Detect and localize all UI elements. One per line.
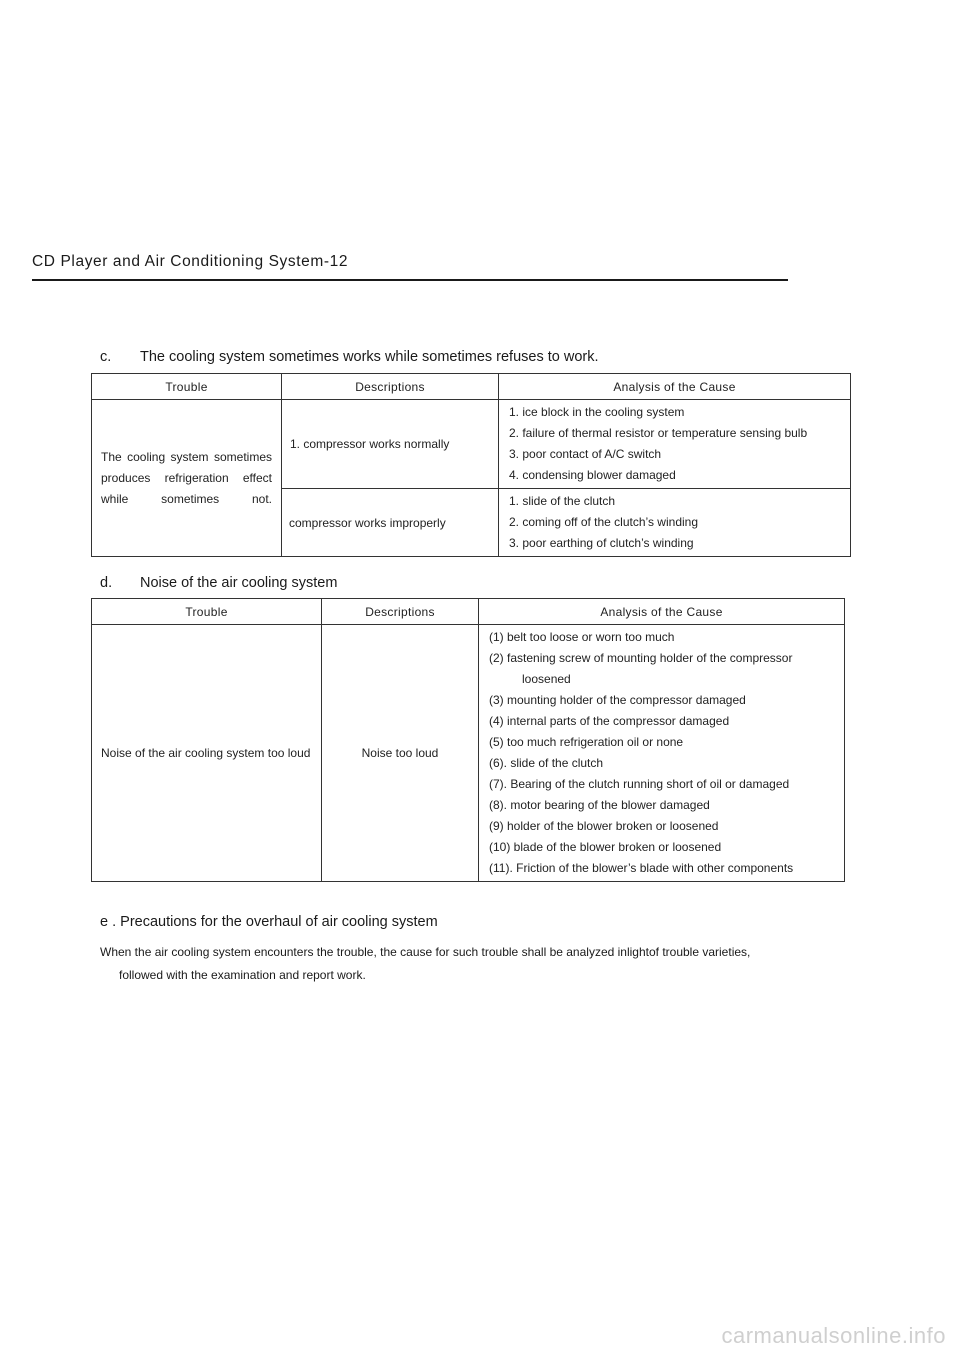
analysis-item: (7). Bearing of the clutch running short of oil or damaged [489,777,790,791]
section-c-marker: c. [100,349,112,365]
description-cell: compressor works improperly [282,489,499,557]
column-header-descriptions: Descriptions [282,374,499,400]
section-d-title [100,575,337,591]
section-e-title: e . Precautions for the overhaul of air cooling system [100,914,438,930]
table-header-row [92,599,845,625]
column-header-analysis: Analysis of the Cause [479,599,845,625]
column-header-trouble: Trouble [92,374,282,400]
analysis-item: (11). Friction of the blower’s blade with other components [489,861,794,875]
trouble-cell: The cooling system sometimes produces refrigeration effect while sometimes not. [92,400,282,557]
section-c-title-text: The cooling system sometimes works while sometimes refuses to work. [140,349,599,365]
analysis-item: 3. poor earthing of clutch’s winding [509,536,694,550]
analysis-item: (10) blade of the blower broken or loosened [489,840,722,854]
paragraph-line: When the air cooling system encounters the trouble, the cause for such trouble shall be analyzed inlightof trouble varieties, [100,945,751,959]
analysis-cell [499,400,851,489]
table-row [92,625,845,882]
analysis-item: 2. coming off of the clutch’s winding [509,515,698,529]
analysis-item: (9) holder of the blower broken or loosened [489,819,719,833]
column-header-descriptions: Descriptions [322,599,479,625]
analysis-item: 2. failure of thermal resistor or temperature sensing bulb [509,426,808,440]
analysis-cell [499,489,851,557]
noise-table [91,598,845,882]
column-header-trouble: Trouble [92,599,322,625]
analysis-item: loosened [522,672,571,686]
analysis-item: (6). slide of the clutch [489,756,604,770]
analysis-item: 3. poor contact of A/C switch [509,447,662,461]
section-d-title-text: Noise of the air cooling system [140,575,338,591]
analysis-item: 1. slide of the clutch [509,494,616,508]
analysis-item: (8). motor bearing of the blower damaged [489,798,710,812]
analysis-item: 1. ice block in the cooling system [509,405,685,419]
analysis-cell [479,625,845,882]
section-e-paragraph [100,941,860,987]
description-cell: Noise too loud [322,625,479,882]
analysis-item: (3) mounting holder of the compressor damaged [489,693,746,707]
paragraph-line: followed with the examination and report work. [119,968,366,982]
description-cell: 1. compressor works normally [282,400,499,489]
watermark: carmanualsonline.info [721,1323,946,1348]
analysis-item: (5) too much refrigeration oil or none [489,735,684,749]
section-d-marker: d. [100,575,113,591]
section-c-title [100,349,599,365]
analysis-item: (4) internal parts of the compressor damaged [489,714,730,728]
page-header-title: CD Player and Air Conditioning System-12 [32,253,349,270]
column-header-analysis: Analysis of the Cause [499,374,851,400]
table-row [92,400,851,489]
header-rule [32,279,788,281]
cooling-intermittent-table [91,373,851,557]
analysis-item: (1) belt too loose or worn too much [489,630,675,644]
analysis-item: (2) fastening screw of mounting holder of the compressor [489,651,793,665]
trouble-cell: Noise of the air cooling system too loud [92,625,322,882]
table-header-row [92,374,851,400]
analysis-item: 4. condensing blower damaged [509,468,676,482]
